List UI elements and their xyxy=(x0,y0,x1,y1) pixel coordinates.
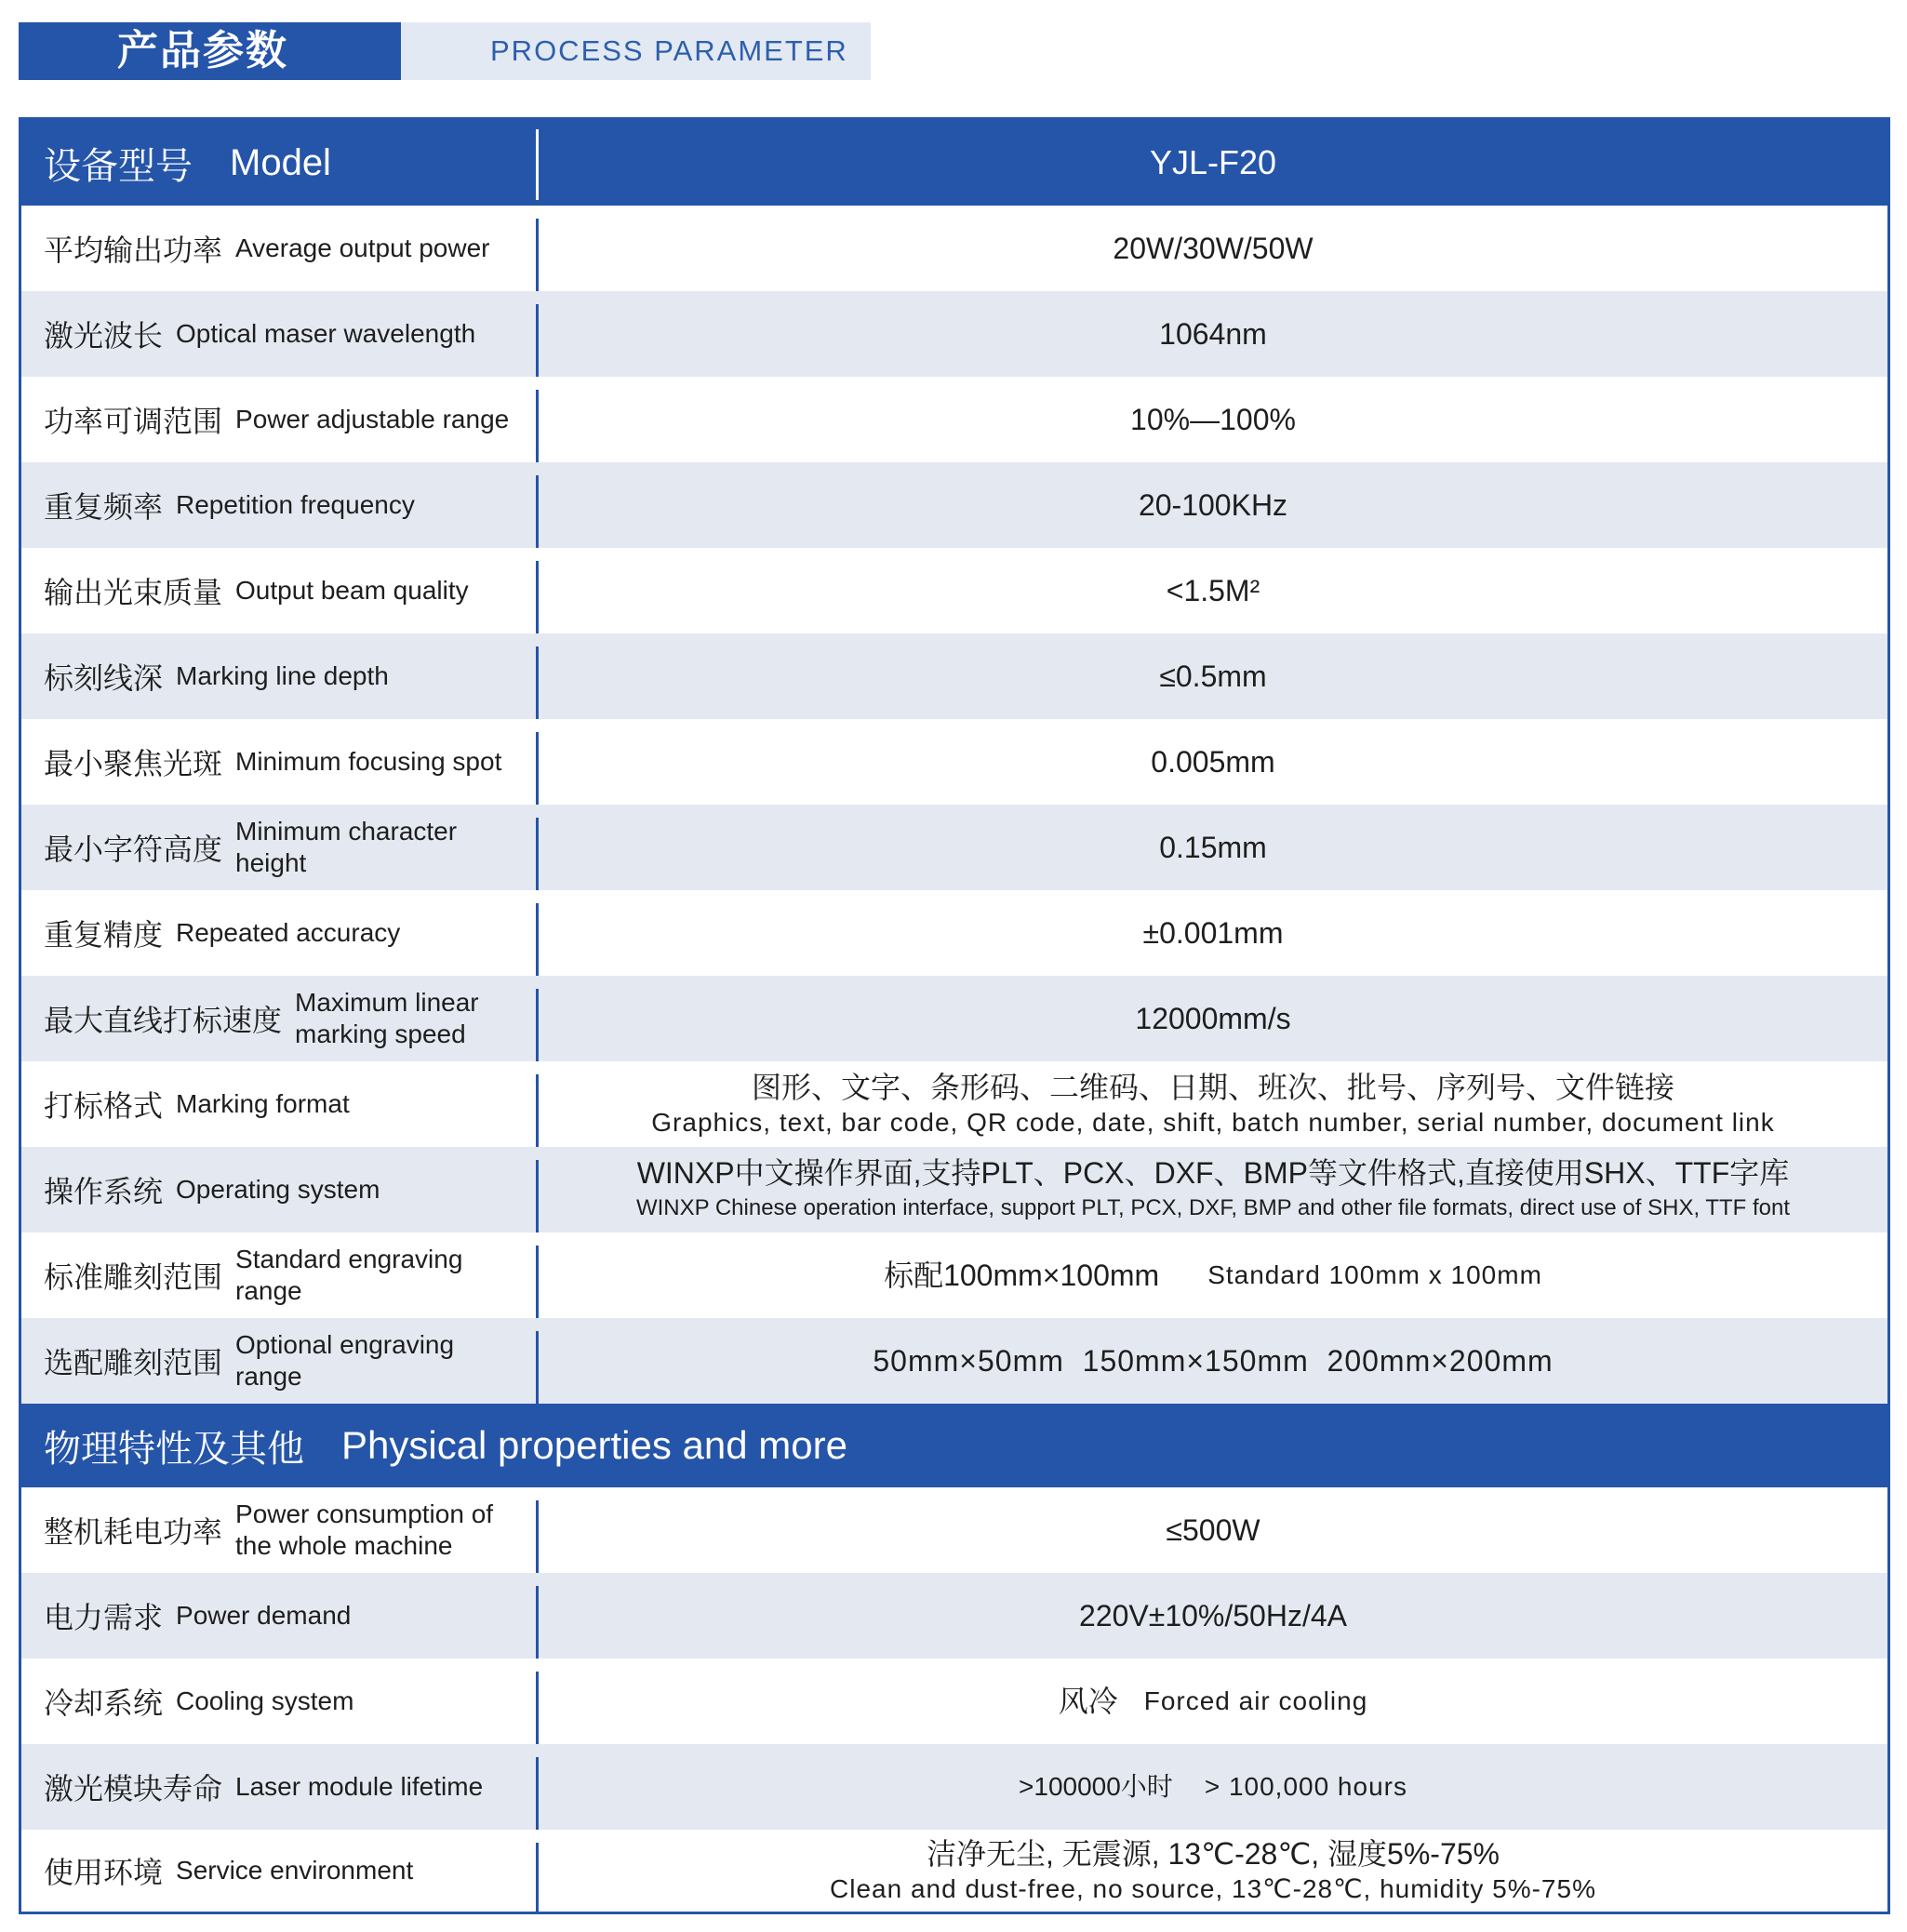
label-cn: 最小聚焦光斑 xyxy=(44,747,223,780)
value-text: ≤0.5mm xyxy=(1159,660,1267,693)
label-en: Minimum character height xyxy=(235,817,458,877)
value-text-en: > 100,000 hours xyxy=(1204,1772,1407,1801)
table-row xyxy=(21,1061,1887,1147)
label-en: Power adjustable range xyxy=(235,405,510,433)
value-text-cn: >100000小时 xyxy=(1019,1772,1173,1801)
value-text-en: Graphics, text, bar code, QR code, date, shift, batch number, serial number, document link xyxy=(651,1108,1775,1137)
table-row xyxy=(21,890,1887,976)
table-row xyxy=(21,719,1887,805)
table-row xyxy=(21,1573,1887,1659)
table-row xyxy=(21,1487,1887,1573)
table-row xyxy=(21,633,1887,719)
value-text-en: WINXP Chinese operation interface, support PLT, PCX, DXF, BMP and other file formats, direct use of SHX, TTF font xyxy=(635,1195,1791,1220)
label-en: Optical maser wavelength xyxy=(176,319,476,348)
label-en: Optional engraving range xyxy=(235,1330,455,1391)
table-row xyxy=(21,1318,1887,1404)
value-text-en: Clean and dust-free, no source, 13℃-28℃, humidity 5%-75% xyxy=(830,1874,1596,1903)
value-text: 50mm×50mm 150mm×150mm 200mm×200mm xyxy=(873,1344,1554,1378)
label-cn: 功率可调范围 xyxy=(44,405,223,438)
parameter-table xyxy=(19,117,1890,1914)
section-header xyxy=(21,1404,1887,1487)
label-en: Repeated accuracy xyxy=(176,918,401,947)
value-text: 0.15mm xyxy=(1159,831,1267,864)
label-cn: 激光波长 xyxy=(44,319,164,353)
table-row xyxy=(21,1147,1887,1232)
value-text-cn: 洁净无尘, 无震源, 13℃-28℃, 湿度5%-75% xyxy=(926,1837,1500,1871)
label-en: Minimum focusing spot xyxy=(235,747,502,776)
label-cn: 打标格式 xyxy=(44,1089,164,1123)
label-cn: 标刻线深 xyxy=(44,661,164,695)
label-cn: 最大直线打标速度 xyxy=(44,1004,283,1037)
section-title-en: Physical properties and more xyxy=(341,1423,847,1467)
model-row xyxy=(21,120,1887,206)
label-en: Marking format xyxy=(176,1089,350,1118)
label-cn: 重复精度 xyxy=(44,918,164,952)
label-cn: 冷却系统 xyxy=(44,1686,164,1720)
label-cn: 操作系统 xyxy=(44,1175,164,1208)
table-row xyxy=(21,206,1887,291)
row-label xyxy=(21,120,535,206)
section-title-cn: 物理特性及其他 xyxy=(44,1428,304,1470)
value-text-en: Standard 100mm x 100mm xyxy=(1207,1260,1542,1289)
header-title-en: PROCESS PARAMETER xyxy=(401,22,871,80)
label-cn: 使用环境 xyxy=(44,1856,164,1889)
table-row xyxy=(21,1830,1887,1912)
label-en: Repetition frequency xyxy=(176,490,415,519)
label-en: Standard engraving range xyxy=(235,1245,463,1305)
table-row xyxy=(21,1659,1887,1744)
value-text-cn: 风冷 xyxy=(1058,1685,1118,1718)
label-cn: 平均输出功率 xyxy=(44,233,223,267)
table-row xyxy=(21,1232,1887,1318)
value-text-en: Forced air cooling xyxy=(1143,1686,1368,1715)
value-text: <1.5M² xyxy=(1166,574,1260,607)
label-cn: 整机耗电功率 xyxy=(44,1515,223,1549)
model-value xyxy=(539,120,1887,206)
table-row xyxy=(21,1744,1887,1830)
label-cn: 电力需求 xyxy=(44,1601,164,1634)
value-text: 20W/30W/50W xyxy=(1113,232,1314,265)
label-cn: 标准雕刻范围 xyxy=(44,1260,223,1294)
label-cn: 选配雕刻范围 xyxy=(44,1346,223,1379)
label-en: Output beam quality xyxy=(235,576,469,605)
table-row xyxy=(21,291,1887,377)
value-text-cn: WINXP中文操作界面,支持PLT、PCX、DXF、BMP等文件格式,直接使用SHX、TTF字库 xyxy=(636,1156,1790,1190)
value-text: ±0.001mm xyxy=(1142,916,1284,950)
table-row xyxy=(21,548,1887,633)
label-en: Operating system xyxy=(176,1175,380,1204)
label-cn: 输出光束质量 xyxy=(44,576,223,609)
label-en: Service environment xyxy=(176,1856,414,1885)
value-text: YJL-F20 xyxy=(1149,143,1277,181)
label-cn: 最小字符高度 xyxy=(44,833,223,866)
label-en: Model xyxy=(230,142,331,183)
table-row xyxy=(21,976,1887,1061)
label-en: Laser module lifetime xyxy=(235,1772,484,1801)
label-cn: 重复频率 xyxy=(44,490,164,524)
label-en: Maximum linear marking speed xyxy=(295,988,479,1048)
value-text-cn: 图形、文字、条形码、二维码、日期、班次、批号、序列号、文件链接 xyxy=(751,1071,1674,1104)
value-text: 1064nm xyxy=(1159,317,1267,351)
label-en: Marking line depth xyxy=(176,661,389,690)
value-text-cn: 标配100mm×100mm xyxy=(884,1259,1160,1292)
label-en: Power consumption of the whole machine xyxy=(235,1499,494,1560)
header-title-cn: 产品参数 xyxy=(19,22,401,80)
value-text: 10%—100% xyxy=(1130,403,1296,436)
value-text: 220V±10%/50Hz/4A xyxy=(1079,1599,1347,1632)
label-cn: 激光模块寿命 xyxy=(44,1772,223,1805)
table-row xyxy=(21,805,1887,890)
label-en: Power demand xyxy=(176,1601,352,1630)
label-cn: 设备型号 xyxy=(44,145,193,187)
table-row xyxy=(21,377,1887,462)
value-text: ≤500W xyxy=(1166,1513,1260,1547)
value-text: 0.005mm xyxy=(1151,745,1275,779)
table-row xyxy=(21,462,1887,548)
value-text: 12000mm/s xyxy=(1135,1002,1291,1035)
label-en: Cooling system xyxy=(176,1686,354,1715)
label-en: Average output power xyxy=(235,233,490,262)
value-text: 20-100KHz xyxy=(1138,488,1288,522)
